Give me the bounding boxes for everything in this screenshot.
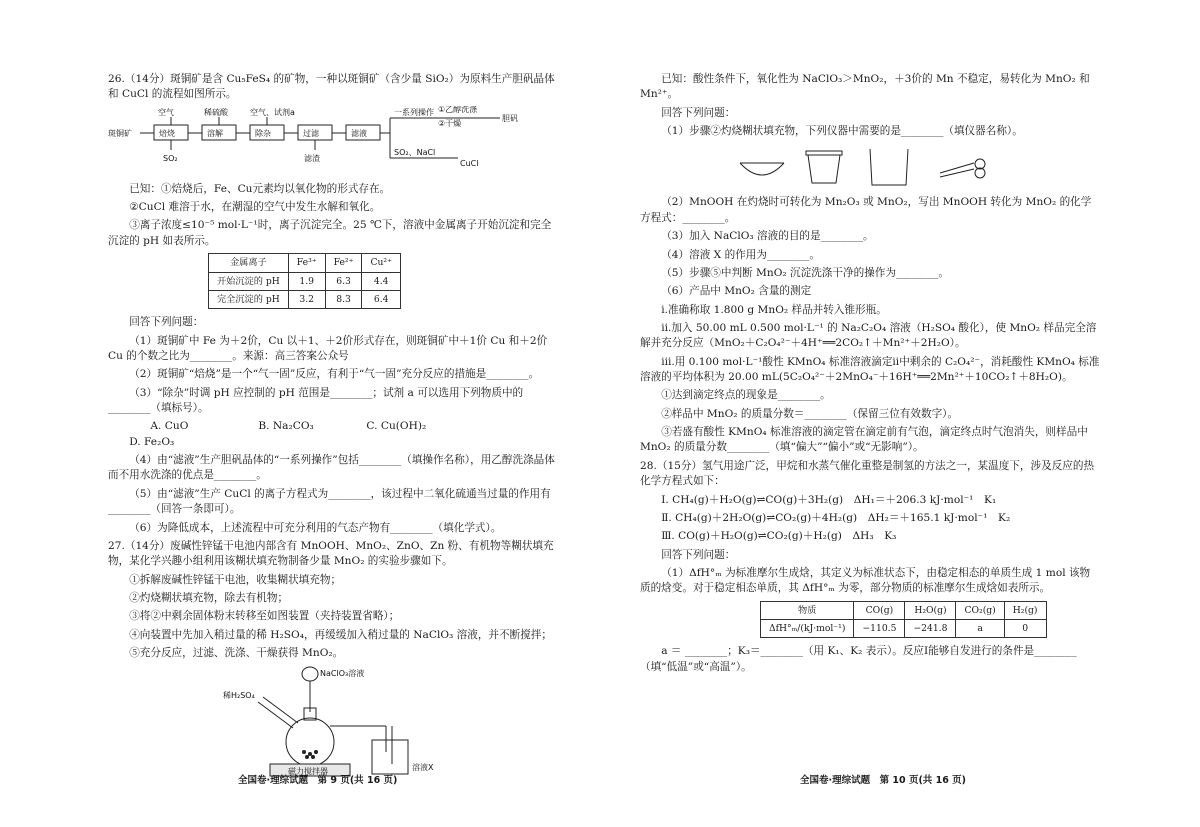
flow-input-2: 空气、试剂a [250, 107, 295, 117]
q27-title: 27.（14分）废碱性锌锰干电池内部含有 MnOOH、MnO₂、ZnO、Zn 粉、有机物等糊状填充物，某化学兴趣小组利用该糊状填充物制备少量 MnO₂ 的实验步骤如下。 [108, 539, 554, 568]
ph-table-header: Cu²⁺ [362, 254, 400, 272]
flow-box-0: 焙烧 [159, 128, 175, 138]
sub-step-3: ⅲ.用 0.100 mol·L⁻¹酸性 KMnO₄ 标准溶液滴定ⅱ中剩余的 C₂O₄²⁻，消耗酸性 KMnO₄ 标准溶液的平均体积为 20.00 mL(5C₂O₄²⁻＋2MnO₄⁻＋16H⁺══2Mn²⁺＋10CO₂↑＋8H₂O)。 [640, 355, 1100, 384]
apparatus-figure [108, 664, 560, 782]
q26-2: （2）斑铜矿“焙烧”是一个“气一固”反应，有利于“气一固”充分反应的措施是________。 [129, 368, 540, 381]
ph-table-header: Fe³⁺ [288, 254, 325, 272]
table-cell: 6.3 [325, 272, 362, 290]
page-footer-left: 全国卷·理综试题 第 9 页(共 16 页) [238, 775, 398, 786]
crucible-icon [808, 155, 840, 183]
flow-product-top: 胆矾 [502, 113, 518, 123]
step-5: ⑤充分反应，过滤、洗涤、干燥获得 MnO₂。 [129, 647, 344, 660]
flow-box-4: 滤液 [351, 128, 367, 138]
beaker-icon [870, 149, 908, 185]
flow-box-1: 溶解 [207, 128, 223, 138]
flow-start: 斑铜矿 [108, 128, 132, 138]
table-cell: 开始沉淀的 pH [209, 272, 289, 290]
sub-step-5: ②样品中 MnO₂ 的质量分数＝________（保留三位有效数字）。 [661, 407, 959, 420]
table-cell: ΔfH°ₘ/(kJ·mol⁻¹) [761, 620, 854, 638]
table-cell: 0 [1004, 620, 1046, 638]
flow-branch-top: 一系列操作 [394, 107, 434, 117]
q27-3: （3）加入 NaClO₃ 溶液的目的是________。 [661, 230, 874, 243]
sub-step-1: ⅰ.准确称取 1.800 g MnO₂ 样品并转入锥形瓶。 [661, 303, 887, 316]
table-cell: a [956, 620, 1004, 638]
q26-title: 26.（14分）斑铜矿是含 Cu₅FeS₄ 的矿物，一种以斑铜矿（含少量 SiO₂）为原料生产胆矾晶体和 CuCl 的流程如图所示。 [108, 73, 555, 101]
option-b: B. Na₂CO₃ [258, 420, 314, 433]
flow-product-bottom: CuCl [460, 158, 479, 168]
enthalpy-header: CO₂(g) [956, 601, 1004, 619]
label-solx: 溶液X [412, 763, 434, 773]
table-cell: −241.8 [905, 620, 956, 638]
table-row [209, 290, 401, 308]
q27-6: （6）产品中 MnO₂ 含量的测定 [661, 285, 812, 298]
q28-1b: a ＝ ________；K₃＝________（用 K₁、K₂ 表示）。反应Ⅰ能够自发进行的条件是________（填“低温”或“高温”）。 [640, 645, 1077, 673]
sub-step-6: ③若盛有酸性 KMnO₄ 标准溶液的滴定管在滴定前有气泡，滴定终点时气泡消失，则样品中 MnO₂ 的质量分数________（填“偏大”“偏小”或“无影响”）。 [640, 426, 1088, 454]
right-column [640, 72, 1100, 678]
table-cell: 8.3 [325, 290, 362, 308]
answer-prompt-2: 回答下列问题： [661, 548, 736, 561]
label-stirrer: 磁力搅拌器 [288, 767, 328, 777]
right-page [600, 0, 1200, 827]
sub-step-2: ⅱ.加入 50.00 mL 0.500 mol·L⁻¹ 的 Na₂C₂O₄ 溶液（H₂SO₄ 酸化），使 MnO₂ 样品完全溶解并充分反应（MnO₂＋C₂O₄²⁻＋4H⁺══2CO₂↑＋Mn²⁺＋2H₂O）。 [640, 321, 1097, 350]
known-3: ③离子浓度≤10⁻⁵ mol·L⁻¹时，离子沉淀完全。25 ℃下，溶液中金属离子开始沉淀和完全沉淀的 pH 如表所示。 [108, 219, 552, 247]
table-cell: −110.5 [854, 620, 905, 638]
answer-prompt: 回答下列问题： [661, 106, 736, 119]
flow-box-3: 过滤 [303, 128, 319, 138]
flow-input-0: 空气 [158, 107, 174, 117]
table-cell: 1.9 [288, 272, 325, 290]
q26-5: （5）由“滤液”生产 CuCl 的离子方程式为________，该过程中二氧化硫通当过量的作用有________（回答一条即可）。 [108, 487, 551, 516]
q27-1: （1）步骤②灼烧糊状填充物，下列仪器中需要的是________（填仪器名称）。 [661, 125, 1023, 138]
equation-3: Ⅲ. CO(g)＋H₂O(g)⇌CO₂(g)＋H₂(g) ΔH₃ K₃ [661, 530, 897, 543]
sub-step-4: ①达到滴定终点的现象是________。 [661, 389, 831, 402]
q26-4: （4）由“滤液”生产胆矾晶体的“一系列操作”包括________（填操作名称），用乙醇洗涤晶体而不用水洗涤的优点是________。 [108, 454, 555, 482]
equation-2: Ⅱ. CH₄(g)＋2H₂O(g)⇌CO₂(g)＋4H₂(g) ΔH₂＝＋165.1 kJ·mol⁻¹ K₂ [661, 511, 1011, 524]
answer-prompt: 回答下列问题： [129, 316, 204, 329]
table-cell: 3.2 [288, 290, 325, 308]
table-cell: 4.4 [362, 272, 400, 290]
q28-title: 28.（15分）氢气用途广泛，甲烷和水蒸气催化重整是制氢的方法之一，某温度下，涉及反应的热化学方程式如下： [640, 459, 1095, 488]
table-row [209, 272, 401, 290]
q27-5: （5）步骤⑤中判断 MnO₂ 沉淀洗涤干净的操作为________。 [661, 266, 949, 279]
known-text: 已知：酸性条件下，氧化性为 NaClO₃＞MnO₂，＋3价的 Mn 不稳定，易转化为 MnO₂ 和 Mn²⁺。 [640, 73, 1090, 101]
label-naclo3: NaClO₃溶液 [320, 669, 365, 679]
apparatus-svg [108, 664, 560, 782]
instrument-icons [640, 143, 1100, 191]
known-1: 已知：①焙烧后，Fe、Cu元素均以氧化物的形式存在。 [129, 182, 391, 195]
q26-1: （1）斑铜矿中 Fe 为＋2价，Cu 以＋1、＋2价形式存在，则斑铜矿中＋1价 Cu 和＋2价 Cu 的个数之比为________。来源：高三答案公众号 [108, 334, 548, 362]
tongs-icon [940, 163, 974, 177]
table-row [761, 620, 1047, 638]
enthalpy-header: H₂(g) [1004, 601, 1046, 619]
flow-box-2: 除杂 [255, 128, 271, 138]
equation-1: Ⅰ. CH₄(g)＋H₂O(g)⇌CO(g)＋3H₂(g) ΔH₁＝＋206.3 kJ·mol⁻¹ K₁ [661, 493, 997, 506]
flow-step-1: ②干燥 [438, 118, 462, 128]
flow-input-1: 稀硫酸 [204, 107, 228, 117]
evaporating-dish-icon [740, 163, 784, 175]
step-2: ②灼烧糊状填充物，除去有机物； [129, 591, 289, 604]
enthalpy-table [760, 601, 1047, 639]
ph-table-header: Fe²⁺ [325, 254, 362, 272]
option-c: C. Cu(OH)₂ [366, 420, 427, 433]
table-cell: 6.4 [362, 290, 400, 308]
flow-branch-bottom: SO₂、NaCl [394, 147, 436, 157]
table-cell: 完全沉淀的 pH [209, 290, 289, 308]
option-d: D. Fe₂O₃ [129, 435, 175, 448]
left-column [108, 72, 560, 784]
known-2: ②CuCl 难溶于水，在潮湿的空气中发生水解和氧化。 [129, 201, 381, 214]
flowchart-svg [108, 106, 560, 178]
flow-output-0: SO₂ [163, 153, 178, 163]
ph-table-header: 金属离子 [209, 254, 289, 272]
q26-3: （3）“除杂”时调 pH 应控制的 pH 范围是________；试剂 a 可以选用下列物质中的________（填标号）。 [108, 386, 524, 414]
q28-1: （1）ΔfH°ₘ 为标准摩尔生成焓，其定义为标准状态下，由稳定相态的单质生成 1 mol 该物质的焓变。对于稳定相态单质，其 ΔfH°ₘ 为零，部分物质的标准摩尔生成焓如表所示。 [640, 566, 1091, 595]
q26-6: （6）为降低成本，上述流程中可充分利用的气态产物有________（填化学式）。 [129, 521, 502, 534]
step-1: ①拆解废碱性锌锰干电池，收集糊状填充物； [129, 573, 342, 586]
instrument-svg [640, 143, 1100, 191]
flow-step-0: ①乙醇洗涤 [438, 105, 478, 114]
q27-4: （4）溶液 X 的作用为________。 [661, 248, 820, 261]
option-a: A. CuO [150, 420, 189, 433]
step-4: ④向装置中先加入稍过量的稀 H₂SO₄，再缓缓加入稍过量的 NaClO₃ 溶液，并不断搅拌； [129, 628, 552, 641]
enthalpy-header: H₂O(g) [905, 601, 956, 619]
q26-3-options [108, 419, 560, 450]
enthalpy-header: CO(g) [854, 601, 905, 619]
ph-table [208, 253, 401, 309]
flow-output-1: 滤渣 [304, 153, 320, 163]
label-h2so4: 稀H₂SO₄ [223, 691, 255, 701]
page-footer-right: 全国卷·理综试题 第 10 页(共 16 页) [800, 775, 966, 786]
step-3: ③将②中剩余固体粉末转移至如图装置（夹持装置省略）； [129, 610, 400, 623]
flowchart [108, 106, 560, 178]
q27-2: （2）MnOOH 在灼烧时可转化为 Mn₂O₃ 或 MnO₂，写出 MnOOH 转化为 MnO₂ 的化学方程式：________。 [640, 196, 1092, 224]
enthalpy-header: 物质 [761, 601, 854, 619]
